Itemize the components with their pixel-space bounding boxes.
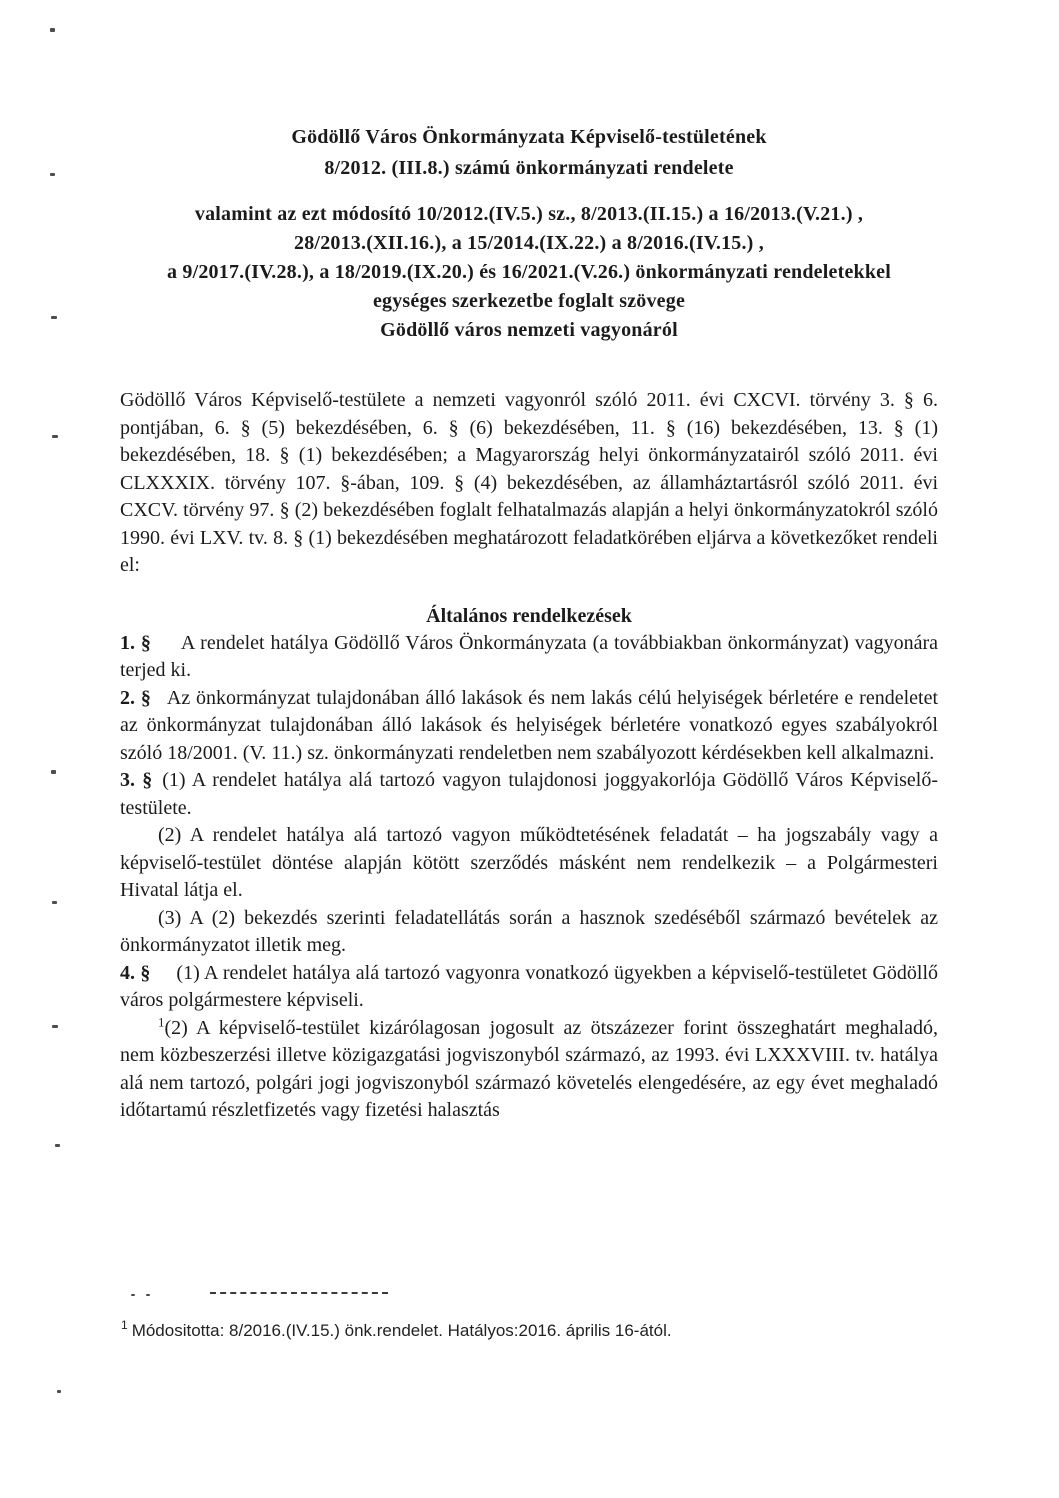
scan-artifact-dot bbox=[51, 316, 57, 319]
scan-artifact-dot bbox=[52, 435, 58, 438]
section-heading: Általános rendelkezések bbox=[426, 604, 632, 627]
scan-artifact-dot bbox=[52, 901, 57, 904]
scan-artifact-dot bbox=[57, 1390, 61, 1393]
article-4-text-1: (1) A rendelet hatálya alá tartozó vagyonra vonatkozó ügyekben a képviselő-testületet Gödöllő város polgármestere képviseli. bbox=[120, 961, 938, 1011]
footnote-text: Módositotta: 8/2016.(IV.15.) önk.rendelet. Hatályos:2016. április 16-ától. bbox=[131, 1321, 672, 1340]
article-3-text-2: (2) A rendelet hatálya alá tartozó vagyon működtetésének feladatát – ha jogszabály vagy a képviselő-testület döntése alapján kötött szerződés másként nem rendelkezik – a Polgármesteri Hivatal látja el. bbox=[120, 824, 938, 901]
article-3-paragraph-2 bbox=[120, 822, 938, 905]
amendment-line: 28/2013.(XII.16.), a 15/2014.(IX.22.) a 8/2016.(IV.15.) , bbox=[294, 232, 764, 254]
amendment-line: Gödöllő város nemzeti vagyonáról bbox=[380, 319, 678, 341]
scan-artifact-dot bbox=[51, 770, 56, 774]
scan-artifact-dot bbox=[131, 1294, 135, 1296]
article-2-text: Az önkormányzat tulajdonában álló lakások és nem lakás célú helyiségek bérletére e rendeletet az önkormányzat tulajdonában álló lakások és helyiségek bérletére vonatkozó egyes szabályokról szóló 18/2001. (V. 11.) sz. önkormányzati rendeletben nem szabályozott kérdésekben kell alkalmazni. bbox=[120, 686, 939, 764]
article-3-paragraph-1 bbox=[120, 767, 938, 822]
title-line-2: 8/2012. (III.8.) számú önkormányzati rendelete bbox=[324, 157, 734, 179]
scan-artifact-dot bbox=[50, 28, 55, 32]
article-3-text-3: (3) A (2) bekezdés szerinti feladatellátás során a hasznok szedéséből származó bevételek az önkormányzatot illetik meg. bbox=[120, 906, 938, 956]
footnote-reference-mark: 1 bbox=[158, 1013, 165, 1029]
article-1-paragraph bbox=[120, 630, 938, 685]
amendment-line: a 9/2017.(IV.28.), a 18/2019.(IX.20.) és 16/2021.(V.26.) önkormányzati rendeletekkel bbox=[167, 261, 891, 283]
article-2-number: 2. § bbox=[120, 686, 151, 709]
amendment-line: egységes szerkezetbe foglalt szövege bbox=[372, 290, 686, 312]
footnote bbox=[121, 1318, 821, 1341]
preamble-paragraph: Gödöllő Város Képviselő-testülete a nemzeti vagyonról szóló 2011. évi CXCVI. törvény 3. § 6. pontjában, 6. § (5) bekezdésében, 6. § (6) bekezdésében, 11. § (16) bekezdésében, 13. § (1) bekezdésében, 18. § (1) bekezdésében; a Magyarország helyi önkormányzatairól szóló 2011. évi CLXXXIX. törvény 107. §-ában, 109. § (4) bekezdésében, az államháztartásról szóló 2011. évi CXCV. törvény 97. § (2) bekezdésében foglalt felhatalmazás alapján a helyi önkormányzatokról szóló 1990. évi LXV. tv. 8. § (1) bekezdésében meghatározott feladatkörében eljárva a következőket rendeli el: bbox=[120, 389, 938, 576]
scan-artifact-dot bbox=[50, 173, 55, 176]
article-2-paragraph bbox=[120, 685, 938, 768]
scan-artifact-dot bbox=[52, 1025, 58, 1028]
article-3-text-1: (1) A rendelet hatálya alá tartozó vagyon tulajdonosi joggyakorlója Gödöllő Város Képviselő-testülete. bbox=[120, 769, 939, 819]
article-1-text: A rendelet hatálya Gödöllő Város Önkormányzata (a továbbiakban önkormányzat) vagyonára terjed ki. bbox=[120, 631, 938, 681]
title-line-1: Gödöllő Város Önkormányzata Képviselő-testületének bbox=[291, 126, 767, 148]
article-4-number: 4. § bbox=[120, 961, 151, 984]
article-4-text-2: (2) A képviselő-testület kizárólagosan jogosult az ötszázezer forint összeghatárt meghaladó, nem közbeszerzési illetve közigazgatási jogviszonyból származó, az 1993. évi LXXXVIII. tv. hatálya alá nem tartozó, polgári jogi jogviszonyból származó követelés elengedésére, az egy évet meghaladó időtartamú részletfizetés vagy fizetési halasztás bbox=[120, 1016, 938, 1121]
article-4-paragraph-2 bbox=[120, 1015, 938, 1125]
scan-artifact-dot bbox=[55, 1144, 60, 1147]
amendment-line: valamint az ezt módosító 10/2012.(IV.5.) sz., 8/2013.(II.15.) a 16/2013.(V.21.) , bbox=[194, 203, 864, 225]
footnote-marker: 1 bbox=[121, 1318, 128, 1333]
article-3-number: 3. § bbox=[120, 769, 153, 791]
article-4-paragraph-1 bbox=[120, 960, 938, 1015]
document-title bbox=[120, 122, 938, 184]
article-1-number: 1. § bbox=[120, 631, 151, 654]
scan-artifact-dot bbox=[146, 1294, 150, 1296]
amendment-list bbox=[120, 200, 938, 345]
footnote-separator bbox=[210, 1292, 388, 1294]
article-3-paragraph-3 bbox=[120, 905, 938, 960]
document-content bbox=[120, 0, 938, 1125]
